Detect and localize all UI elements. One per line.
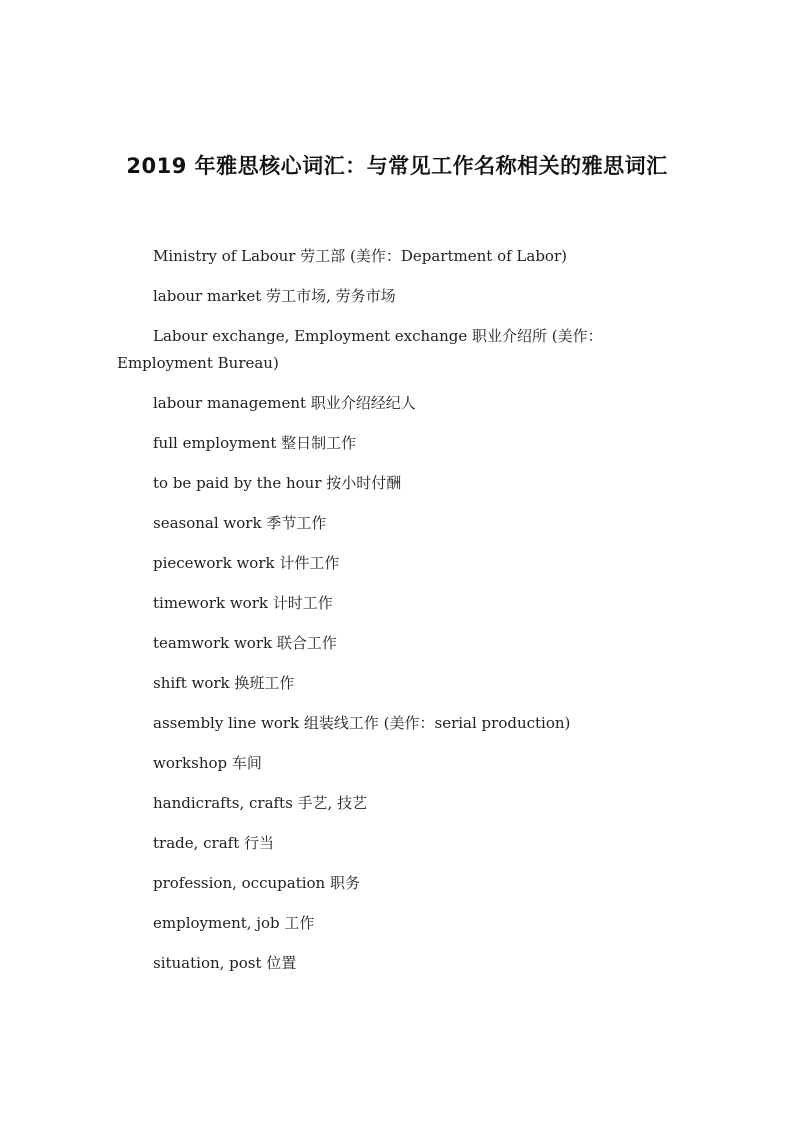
vocabulary-entry: teamwork work 联合工作 (153, 634, 337, 652)
vocabulary-entry: timework work 计时工作 (153, 594, 333, 612)
vocabulary-entry: shift work 换班工作 (153, 674, 295, 692)
vocabulary-entry: full employment 整日制工作 (153, 434, 357, 452)
vocabulary-entry: labour management 职业介绍经纪人 (153, 394, 416, 412)
vocabulary-list (117, 243, 677, 990)
vocabulary-entry: to be paid by the hour 按小时付酬 (153, 474, 402, 492)
vocabulary-entry: Labour exchange, Employment exchange 职业介绍所 (美作：Employment Bureau) (117, 327, 603, 372)
vocabulary-entry: piecework work 计件工作 (153, 554, 340, 572)
vocabulary-entry: assembly line work 组装线工作 (美作：serial production) (153, 714, 571, 732)
vocabulary-entry: labour market 劳工市场, 劳务市场 (153, 287, 396, 305)
document-title: 2019 年雅思核心词汇：与常见工作名称相关的雅思词汇 (126, 154, 668, 178)
vocabulary-entry: employment, job 工作 (153, 914, 315, 932)
vocabulary-entry: trade, craft 行当 (153, 834, 275, 852)
vocabulary-entry: Ministry of Labour 劳工部 (美作：Department of Labor) (153, 247, 567, 265)
vocabulary-entry: profession, occupation 职务 (153, 874, 360, 892)
vocabulary-entry: handicrafts, crafts 手艺, 技艺 (153, 794, 368, 812)
vocabulary-entry: situation, post 位置 (153, 954, 297, 972)
vocabulary-entry: seasonal work 季节工作 (153, 514, 327, 532)
vocabulary-entry: workshop 车间 (153, 754, 262, 772)
